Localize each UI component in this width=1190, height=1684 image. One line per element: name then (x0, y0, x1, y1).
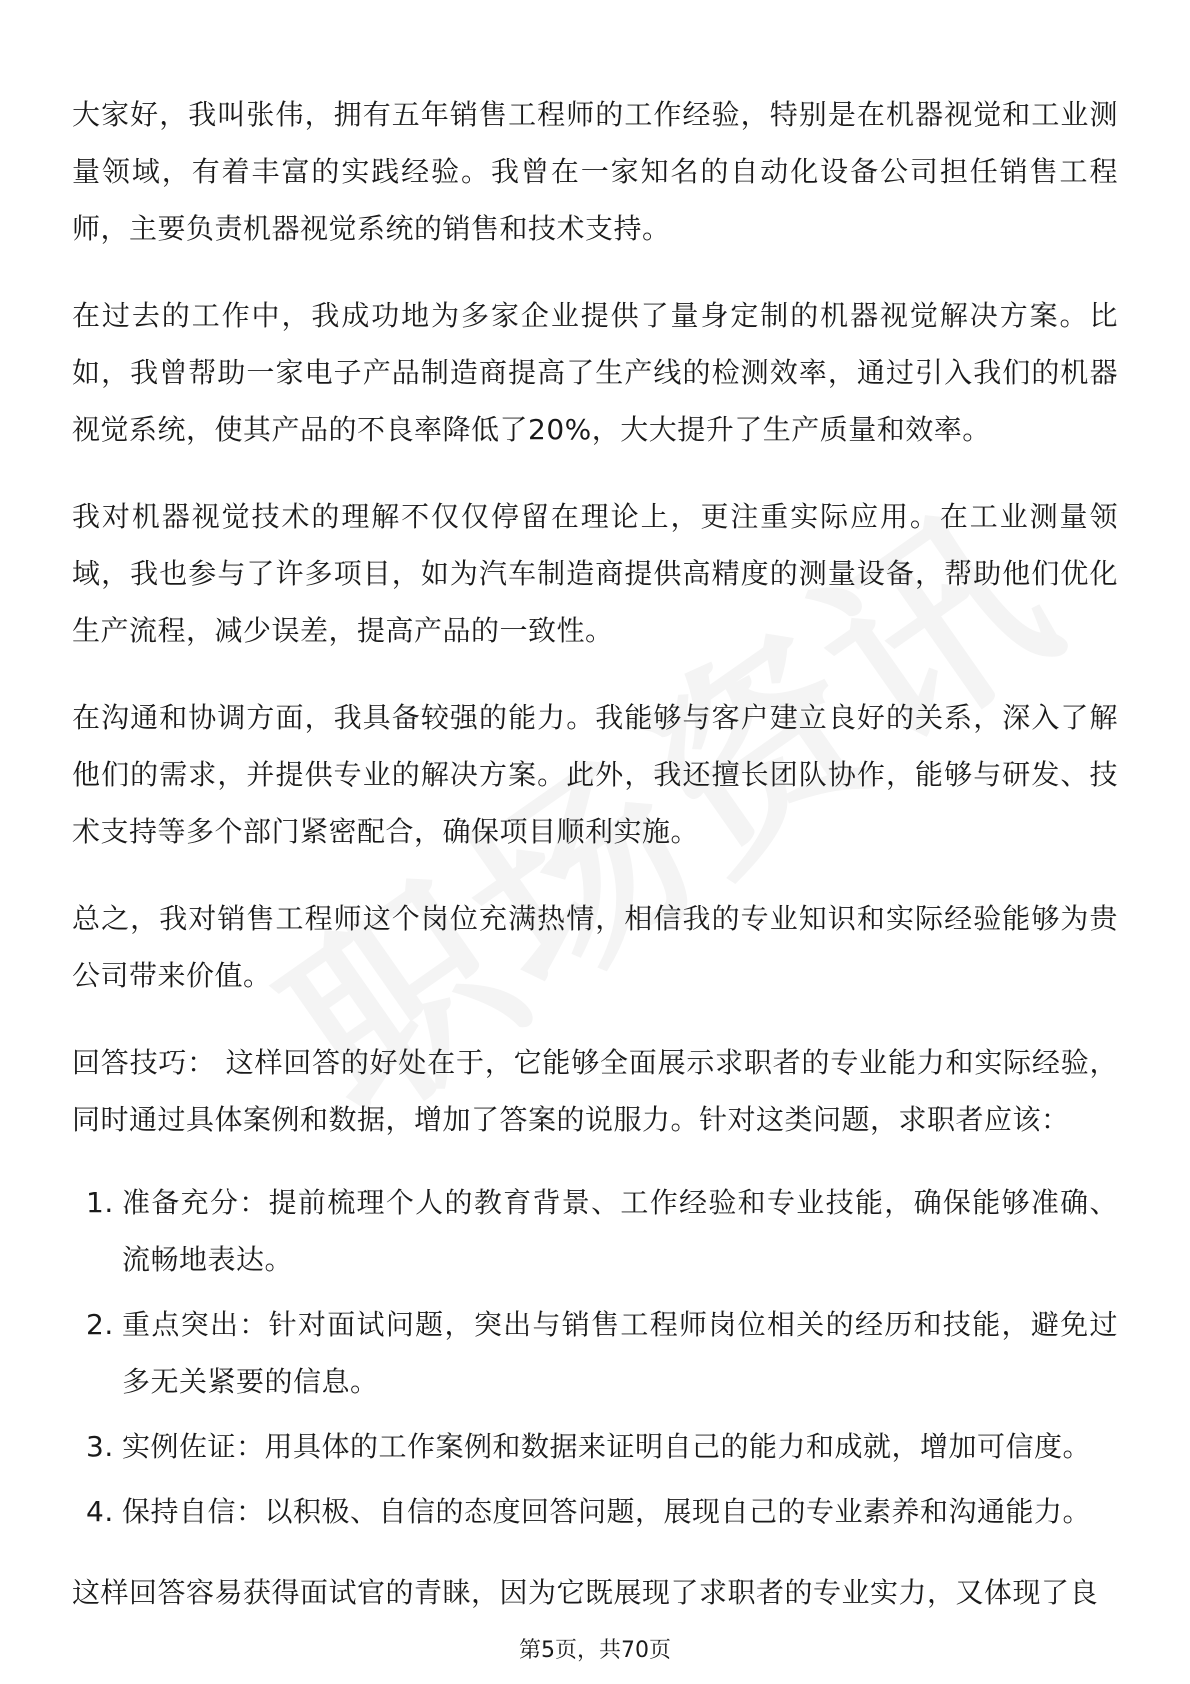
list-item-text: 实例佐证：用具体的工作案例和数据来证明自己的能力和成就，增加可信度。 (122, 1430, 1092, 1463)
document-body (72, 86, 1118, 1651)
list-item-text: 保持自信：以积极、自信的态度回答问题，展现自己的专业素养和沟通能力。 (122, 1495, 1092, 1528)
list-item-number: 2. (86, 1308, 114, 1341)
tips-list (72, 1174, 1118, 1540)
list-item-number: 1. (86, 1186, 114, 1219)
intro-paragraph: 大家好，我叫张伟，拥有五年销售工程师的工作经验，特别是在机器视觉和工业测量领域，有着丰富的实践经验。我曾在一家知名的自动化设备公司担任销售工程师，主要负责机器视觉系统的销售和技术支持。 (72, 98, 1118, 245)
list-item-text: 准备充分：提前梳理个人的教育背景、工作经验和专业技能，确保能够准确、流畅地表达。 (122, 1186, 1118, 1276)
list-item-number: 3. (86, 1430, 114, 1463)
technical-paragraph: 我对机器视觉技术的理解不仅仅停留在理论上，更注重实际应用。在工业测量领域，我也参与了许多项目，如为汽车制造商提供高精度的测量设备，帮助他们优化生产流程，减少误差，提高产品的一致性。 (72, 500, 1118, 647)
list-item-number: 4. (86, 1495, 114, 1528)
page-number-footer: 第5页，共70页 (519, 1638, 671, 1663)
list-item (72, 1418, 1118, 1475)
list-item (72, 1296, 1118, 1410)
list-item-text: 重点突出：针对面试问题，突出与销售工程师岗位相关的经历和技能，避免过多无关紧要的信息。 (122, 1308, 1118, 1398)
closing-paragraph: 这样回答容易获得面试官的青睐，因为它既展现了求职者的专业实力，又体现了良 (72, 1576, 1099, 1609)
experience-paragraph: 在过去的工作中，我成功地为多家企业提供了量身定制的机器视觉解决方案。比如，我曾帮助一家电子产品制造商提高了生产线的检测效率，通过引入我们的机器视觉系统，使其产品的不良率降低了20%，大大提升了生产质量和效率。 (72, 299, 1118, 446)
communication-paragraph: 在沟通和协调方面，我具备较强的能力。我能够与客户建立良好的关系，深入了解他们的需求，并提供专业的解决方案。此外，我还擅长团队协作，能够与研发、技术支持等多个部门紧密配合，确保项目顺利实施。 (72, 701, 1118, 848)
list-item (72, 1174, 1118, 1288)
summary-paragraph: 总之，我对销售工程师这个岗位充满热情，相信我的专业知识和实际经验能够为贵公司带来价值。 (72, 902, 1118, 992)
list-item (72, 1483, 1118, 1540)
tips-intro-paragraph: 回答技巧： 这样回答的好处在于，它能够全面展示求职者的专业能力和实际经验，同时通过具体案例和数据，增加了答案的说服力。针对这类问题，求职者应该： (72, 1046, 1118, 1136)
